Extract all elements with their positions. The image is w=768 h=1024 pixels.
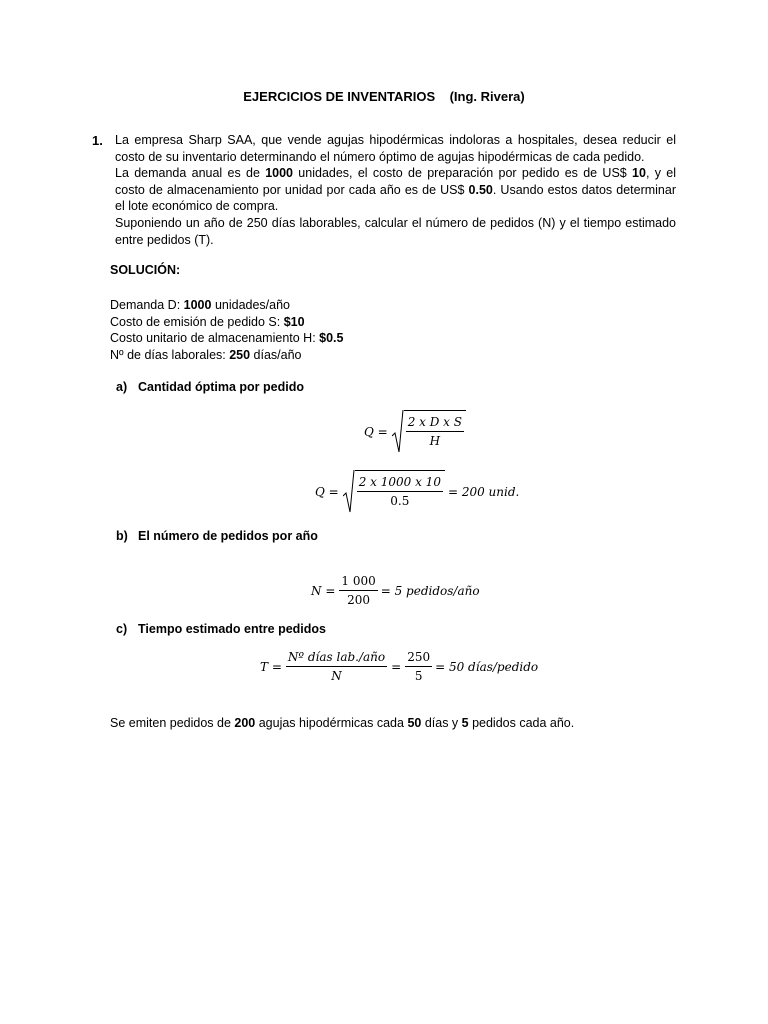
- conclusion: Se emiten pedidos de 200 agujas hipodérmicas cada 50 días y 5 pedidos cada año.: [110, 716, 575, 730]
- problem-paragraph-3: Suponiendo un año de 250 días laborables, calcular el número de pedidos (N) y el tiempo estimado entre pedidos (T).: [115, 215, 676, 247]
- problem-number: 1.: [92, 133, 103, 148]
- given-demand: Demanda D: 1000 unidades/año: [110, 298, 291, 312]
- formula-eoq-general: Q = $\frac{\text{2 x D x S}}{H}$: [364, 410, 466, 454]
- section-a-heading: a) Cantidad óptima por pedido: [116, 380, 304, 394]
- given-working-days: Nº de días laborales: 250 días/año: [110, 347, 302, 362]
- given-data-list: [110, 297, 343, 363]
- solution-heading: SOLUCIÓN:: [110, 263, 181, 277]
- page-title: EJERCICIOS DE INVENTARIOS (Ing. Rivera): [243, 89, 525, 104]
- section-b-heading: b) El número de pedidos por año: [116, 529, 318, 543]
- problem-paragraph-1: La empresa Sharp SAA, que vende agujas hipodérmicas indoloras a hospitales, desea reducir el costo de su inventario determinando el número óptimo de agujas hipodérmicas de cada pedido.: [115, 133, 676, 164]
- formula-time-between-orders: T = $\frac{\text{Nº días lab./año}}{N}$ = $\frac{250}{5}$ = 50 días/pedido: [260, 650, 539, 683]
- formula-eoq-numeric: Q = $\frac{2 x 1000 x 10}{0.5}$ = 200 unid.: [315, 470, 519, 514]
- problem-statement: [115, 132, 676, 248]
- formula-orders-per-year: N = $\frac{1 000}{200}$ = 5 pedidos/año: [311, 574, 480, 607]
- given-order-cost: Costo de emisión de pedido S: $10: [110, 314, 305, 329]
- problem-paragraph-2: La demanda anual es de 1000 unidades, el costo de preparación por pedido es de US$ 10, y el costo de almacenamiento por unidad por cada año es de US$ 0.50. Usando estos datos determinar el lote económico de compra.: [115, 166, 676, 214]
- section-c-heading: c) Tiempo estimado entre pedidos: [116, 622, 327, 636]
- given-holding-cost: Costo unitario de almacenamiento H: $0.5: [110, 331, 344, 346]
